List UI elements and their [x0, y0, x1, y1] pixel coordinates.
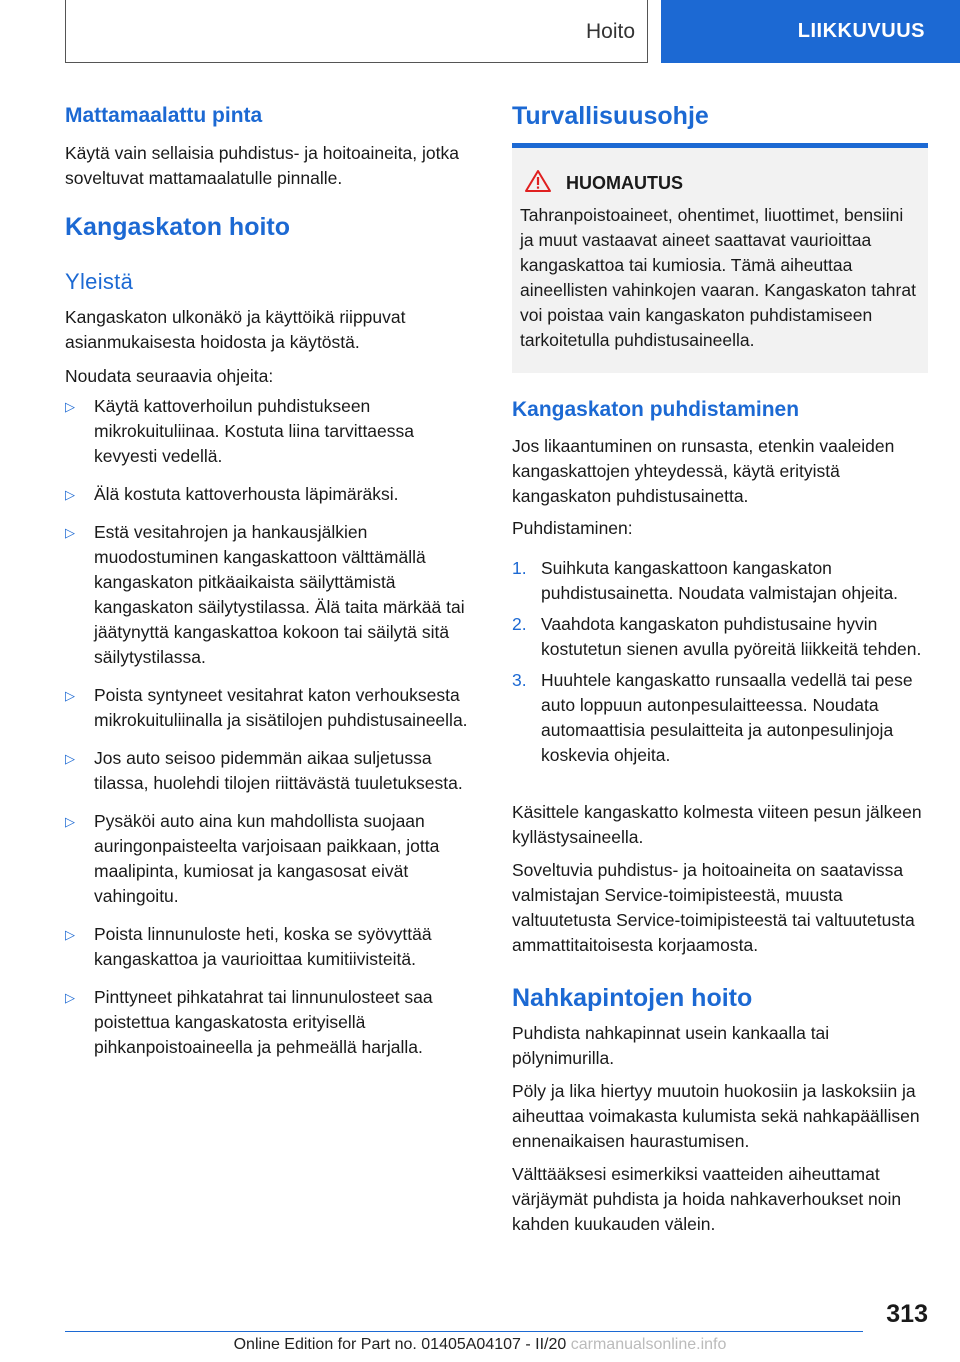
triangle-right-icon: ▷ [65, 927, 75, 942]
paragraph-mattamaalattu: Käytä vain sellaisia puhdistus- ja hoitoaineita, jotka soveltuvat mattamaalatulle pinnalle. [65, 143, 459, 188]
paragraph-nahka-3: Välttääksesi esimerkiksi vaatteiden aiheuttamat värjäymät puhdista ja hoida nahkaverhoukset noin kahden kuukauden välein. [512, 1164, 902, 1234]
triangle-right-icon: ▷ [65, 751, 75, 766]
list-item: ▷ Käytä kattoverhoilun puhdistukseen mikrokuituliinaa. Kostuta liina tarvittaessa kevyesti vedellä. [65, 396, 415, 466]
care-instructions-list [65, 394, 480, 1060]
heading-yleista: Yleistä [65, 269, 134, 294]
list-item: ▷ Pinttyneet pihkatahrat tai linnunulosteet saa poistettua kangaskatosta erityisellä pihkanpoistoaineella ja pehmeällä harjalla. [65, 987, 433, 1057]
warning-triangle-icon [524, 169, 552, 198]
paragraph-nahka-1: Puhdista nahkapinnat usein kankaalla tai pölynimurilla. [512, 1023, 830, 1068]
triangle-right-icon: ▷ [65, 525, 75, 540]
edition-text: Online Edition for Part no. 01405A04107 - II/20 [233, 1336, 567, 1353]
notice-text: Tahranpoistoaineet, ohentimet, liuottimet, bensiini ja muut vastaavat aineet saattavat vaurioittaa kangaskattoa tai kumiosia. Tämä aiheuttaa aineellisten vahinkojen vaaran. Kangaskaton tahrat voi poistaa vain kangaskaton puhdistamiseen tarkoitetulla puhdistusaineella. [520, 205, 916, 350]
heading-nahkapintojen-hoito: Nahkapintojen hoito [512, 984, 753, 1012]
list-item: ▷ Estä vesitahrojen ja hankausjälkien muodostuminen kangaskattoon välttämällä kangaskaton pitkäaikaista säilyttämistä kangaskaton säilytystilassa. Älä taita märkää tai jäätynyttä kangaskattoa kokoon tai säilytä sitä säilytystilassa. [65, 522, 465, 667]
paragraph-yleista: Kangaskaton ulkonäkö ja käyttöikä riippuvat asianmukaisesta hoidosta ja käytöstä. [65, 307, 406, 352]
paragraph-puhdistaminen: Jos likaantuminen on runsasta, etenkin vaaleiden kangaskattojen yhteydessä, käytä erityistä kangaskaton puhdistusainetta. [512, 436, 895, 506]
page-number: 313 [886, 1300, 928, 1328]
heading-turvallisuusohje: Turvallisuusohje [512, 102, 709, 130]
triangle-right-icon: ▷ [65, 688, 75, 703]
triangle-right-icon: ▷ [65, 487, 75, 502]
triangle-right-icon: ▷ [65, 399, 75, 414]
header-section-title: Hoito [585, 19, 635, 43]
heading-mattamaalattu: Mattamaalattu pinta [65, 104, 263, 127]
paragraph-nahka-2: Pöly ja lika hiertyy muutoin huokosiin ja laskoksiin ja aiheuttaa voimakasta kulumista sekä nahkapäällisen ennenaikaisen haurastumisen. [512, 1081, 920, 1151]
list-item: ▷ Älä kostuta kattoverhousta läpimäräksi. [65, 482, 480, 507]
notice-box [512, 143, 928, 373]
triangle-right-icon: ▷ [65, 990, 75, 1005]
paragraph-noudata: Noudata seuraavia ohjeita: [65, 366, 274, 386]
footer-divider [65, 1331, 863, 1332]
triangle-right-icon: ▷ [65, 814, 75, 829]
notice-header [524, 169, 920, 198]
notice-title: HUOMAUTUS [566, 173, 683, 193]
header-section-box [65, 0, 648, 63]
list-item: ▷ Pysäköi auto aina kun mahdollista suojaan auringonpaisteelta varjoisaan paikkaan, jotta maalipinta, kumiosat ja kangasosat eivät vahingoitu. [65, 811, 440, 906]
header-chapter-tab[interactable]: LIIKKUVUUS [661, 0, 960, 63]
watermark-text: carmanualsonline.info [570, 1336, 727, 1353]
footer-edition [0, 1336, 960, 1354]
list-item: ▷ Poista linnunuloste heti, koska se syövyttää kangaskattoa ja vaurioittaa kumitiivisteitä. [65, 924, 432, 969]
cleaning-steps-list [512, 556, 928, 768]
list-item: 3. Huuhtele kangaskatto runsaalla vedellä tai pese auto loppuun autonpesulaitteessa. Noudata automaattisia pesulaitteita ja autonpesulinjoja koskevia ohjeita. [512, 670, 913, 765]
list-item: 2. Vaahdota kangaskaton puhdistusaine hyvin kostutetun sienen avulla pyöreitä liikkeitä tehden. [512, 614, 922, 659]
paragraph-puhdistaminen-label: Puhdistaminen: [512, 518, 633, 538]
list-item: 1. Suihkuta kangaskattoon kangaskaton puhdistusainetta. Noudata valmistajan ohjeita. [512, 558, 899, 603]
list-item: ▷ Jos auto seisoo pidemmän aikaa suljetussa tilassa, huolehdi tilojen riittävästä tuuletuksesta. [65, 748, 463, 793]
paragraph-soveltuvia: Soveltuvia puhdistus- ja hoitoaineita on saatavissa valmistajan Service-toimipisteestä, muusta valtuutetusta Service-toimipisteestä tai valtuutetusta ammattitaitoisesta korjaamosta. [512, 860, 915, 955]
heading-kangaskaton-puhdistaminen: Kangaskaton puhdistaminen [512, 398, 800, 421]
heading-kangaskaton-hoito: Kangaskaton hoito [65, 213, 291, 241]
paragraph-kasittele: Käsittele kangaskatto kolmesta viiteen pesun jälkeen kyllästysaineella. [512, 802, 922, 847]
list-item: ▷ Poista syntyneet vesitahrat katon verhouksesta mikrokuituliinalla ja sisätilojen puhdistusaineella. [65, 685, 468, 730]
